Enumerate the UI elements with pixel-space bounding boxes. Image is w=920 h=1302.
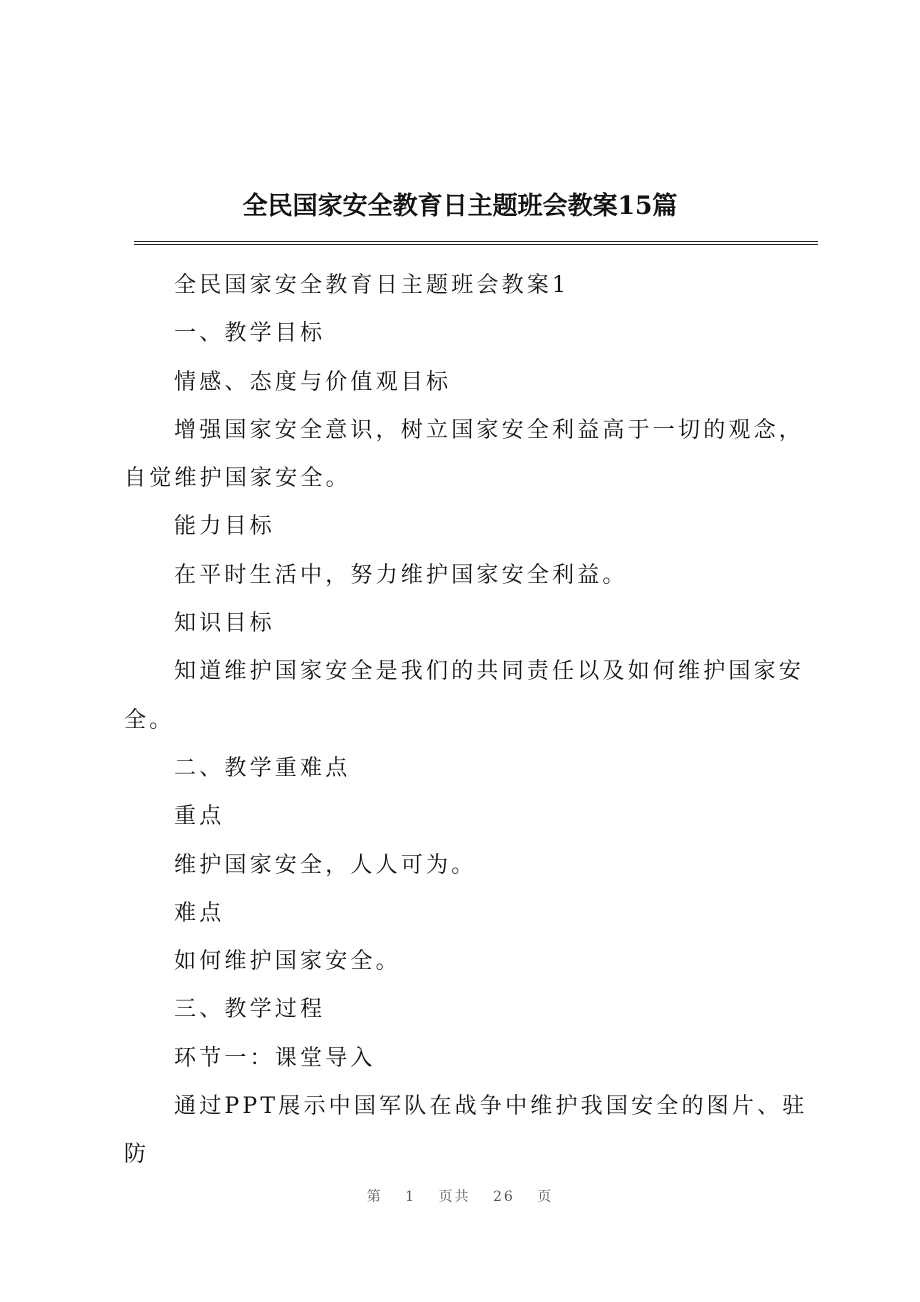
paragraph: 增强国家安全意识，树立国家安全利益高于一切的观念，自觉维护国家安全。 bbox=[124, 417, 805, 492]
page-label: 第 bbox=[366, 1189, 383, 1205]
subheading: 重点 bbox=[174, 804, 225, 830]
current-page-number: 1 bbox=[405, 1189, 417, 1205]
document-body bbox=[124, 262, 824, 1180]
section-heading: 二、教学重难点 bbox=[174, 755, 351, 781]
page-footer bbox=[0, 1186, 920, 1206]
total-label: 页共 bbox=[438, 1189, 471, 1205]
section-heading: 一、教学目标 bbox=[174, 321, 326, 347]
paragraph: 在平时生活中，努力维护国家安全利益。 bbox=[174, 562, 628, 588]
title-divider bbox=[134, 241, 818, 245]
subheading: 知识目标 bbox=[174, 611, 275, 637]
section-heading: 三、教学过程 bbox=[174, 997, 326, 1023]
paragraph: 如何维护国家安全。 bbox=[174, 949, 401, 975]
paragraph: 全民国家安全教育日主题班会教案1 bbox=[174, 273, 570, 298]
page-suffix: 页 bbox=[537, 1189, 554, 1205]
document-title: 全民国家安全教育日主题班会教案15篇 bbox=[242, 191, 678, 220]
total-page-count: 26 bbox=[493, 1189, 515, 1205]
paragraph: 知道维护国家安全是我们的共同责任以及如何维护国家安全。 bbox=[124, 659, 805, 733]
subheading: 情感、态度与价值观目标 bbox=[174, 369, 452, 395]
paragraph: 通过PPT展示中国军队在战争中维护我国安全的图片、驻防 bbox=[124, 1094, 808, 1168]
subheading: 能力目标 bbox=[174, 514, 275, 540]
subheading: 难点 bbox=[174, 900, 225, 926]
paragraph: 维护国家安全，人人可为。 bbox=[174, 852, 477, 878]
subheading: 环节一：课堂导入 bbox=[174, 1045, 376, 1071]
